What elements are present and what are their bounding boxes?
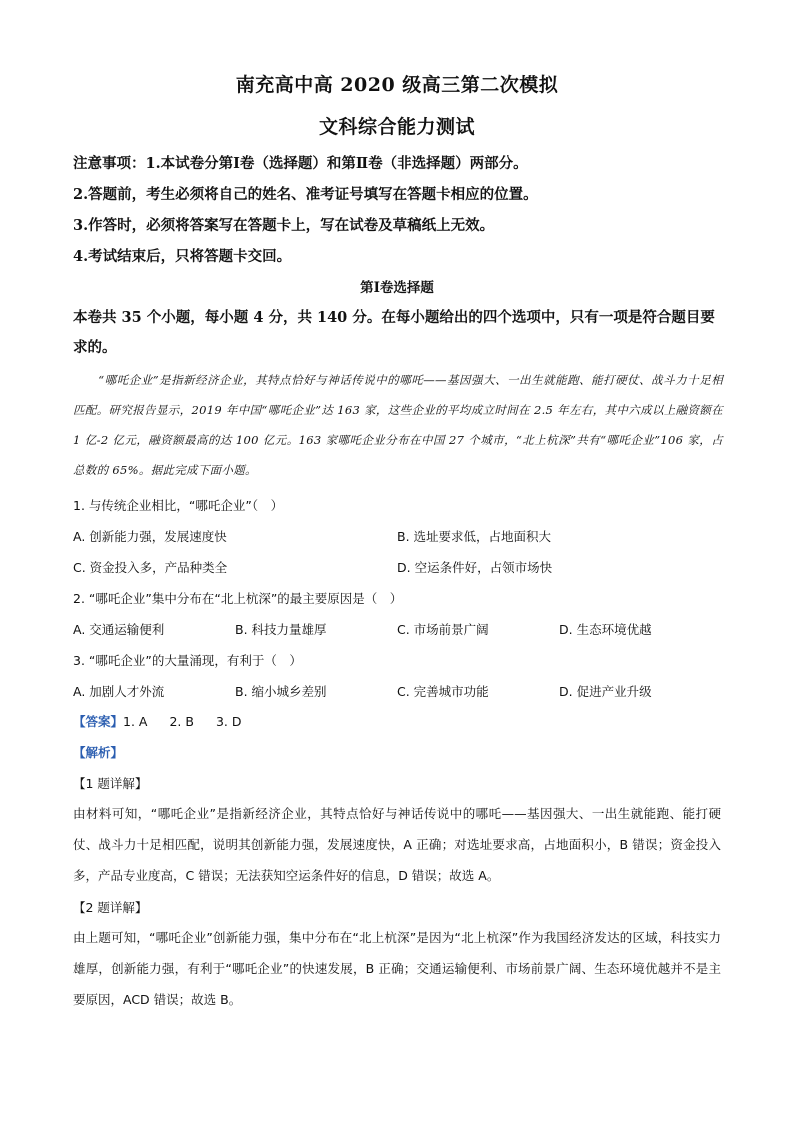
answer-item-1: 1. A bbox=[123, 714, 148, 729]
answer-item-3: 3. D bbox=[215, 714, 242, 729]
question-3-option-b: B. 缩小城乡差别 bbox=[235, 684, 327, 699]
answer-item-2: 2. B bbox=[169, 714, 194, 729]
question-2-option-b: B. 科技力量雄厚 bbox=[235, 622, 327, 637]
question-1-option-d: D. 空运条件好，占领市场快 bbox=[397, 560, 553, 575]
question-1-option-c: C. 资金投入多，产品种类全 bbox=[73, 560, 228, 575]
question-3-option-d: D. 促进产业升级 bbox=[559, 684, 652, 699]
notice-line-4: 4.考试结束后，只将答题卡交回。 bbox=[73, 248, 292, 265]
notice-line-1: 注意事项：1.本试卷分第Ⅰ卷（选择题）和第Ⅱ卷（非选择题）两部分。 bbox=[73, 155, 528, 172]
answer-label: 【答案】 bbox=[73, 714, 124, 729]
notice-line-3: 3.作答时，必须将答案写在答题卡上，写在试卷及草稿纸上无效。 bbox=[73, 217, 495, 234]
notice-line-2: 2.答题前，考生必须将自己的姓名、准考证号填写在答题卡相应的位置。 bbox=[73, 186, 538, 203]
detail-1-text: 由材料可知，“哪吒企业”是指新经济企业，其特点恰好与神话传说中的哪吒——基因强大、一出生就能跑、能打硬仗、战斗力十足相匹配，说明其创新能力强，发展速度快，A 正确；对选址要求高，占地面积小，B 错误；资金投入多，产品专业度高，C 错误；无法获知空运条件好的信息，D 错误；故选 A。 bbox=[73, 806, 721, 883]
question-2-option-a: A. 交通运输便利 bbox=[73, 622, 165, 637]
page-subtitle: 文科综合能力测试 bbox=[318, 116, 475, 138]
reading-passage: “哪吒企业”是指新经济企业，其特点恰好与神话传说中的哪吒——基因强大、一出生就能跑、能打硬仗、战斗力十足相匹配。研究报告显示，2019 年中国“哪吒企业”达 163 家，这些企业的平均成立时间在 2.5 年左右，其中六成以上融资额在 1 亿-2 亿元，融资额最高的达 100 亿元。163 家哪吒企业分布在中国 27 个城市，“北上杭深”共有“哪吒企业”106 家，占总数的 65%。据此完成下面小题。 bbox=[73, 373, 723, 477]
detail-1-heading: 【1 题详解】 bbox=[73, 776, 148, 791]
section-heading: 第Ⅰ卷选择题 bbox=[360, 280, 434, 296]
detail-2-heading: 【2 题详解】 bbox=[73, 900, 148, 915]
question-3-option-c: C. 完善城市功能 bbox=[397, 684, 489, 699]
page-title: 南充高中高 2020 级高三第二次模拟 bbox=[235, 74, 559, 96]
question-1-option-a: A. 创新能力强，发展速度快 bbox=[73, 529, 227, 544]
section-instructions: 本卷共 35 个小题，每小题 4 分，共 140 分。在每小题给出的四个选项中，只有一项是符合题目要求的。 bbox=[73, 309, 715, 356]
answer-line bbox=[73, 712, 241, 730]
question-3-stem: 3. “哪吒企业”的大量涌现，有利于（ ） bbox=[73, 653, 302, 668]
question-1-stem: 1. 与传统企业相比，“哪吒企业”（ ） bbox=[73, 498, 284, 513]
question-2-option-c: C. 市场前景广阔 bbox=[397, 622, 489, 637]
analysis-label: 【解析】 bbox=[73, 745, 124, 760]
question-1-option-b: B. 选址要求低，占地面积大 bbox=[397, 529, 552, 544]
question-2-stem: 2. “哪吒企业”集中分布在“北上杭深”的最主要原因是（ ） bbox=[73, 591, 403, 606]
detail-2-text: 由上题可知，“哪吒企业”创新能力强，集中分布在“北上杭深”是因为“北上杭深”作为我国经济发达的区域，科技实力雄厚，创新能力强，有利于“哪吒企业”的快速发展，B 正确；交通运输便利、市场前景广阔、生态环境优越并不是主要原因，ACD 错误；故选 B。 bbox=[73, 930, 721, 1007]
question-3-option-a: A. 加剧人才外流 bbox=[73, 684, 165, 699]
question-2-option-d: D. 生态环境优越 bbox=[559, 622, 652, 637]
